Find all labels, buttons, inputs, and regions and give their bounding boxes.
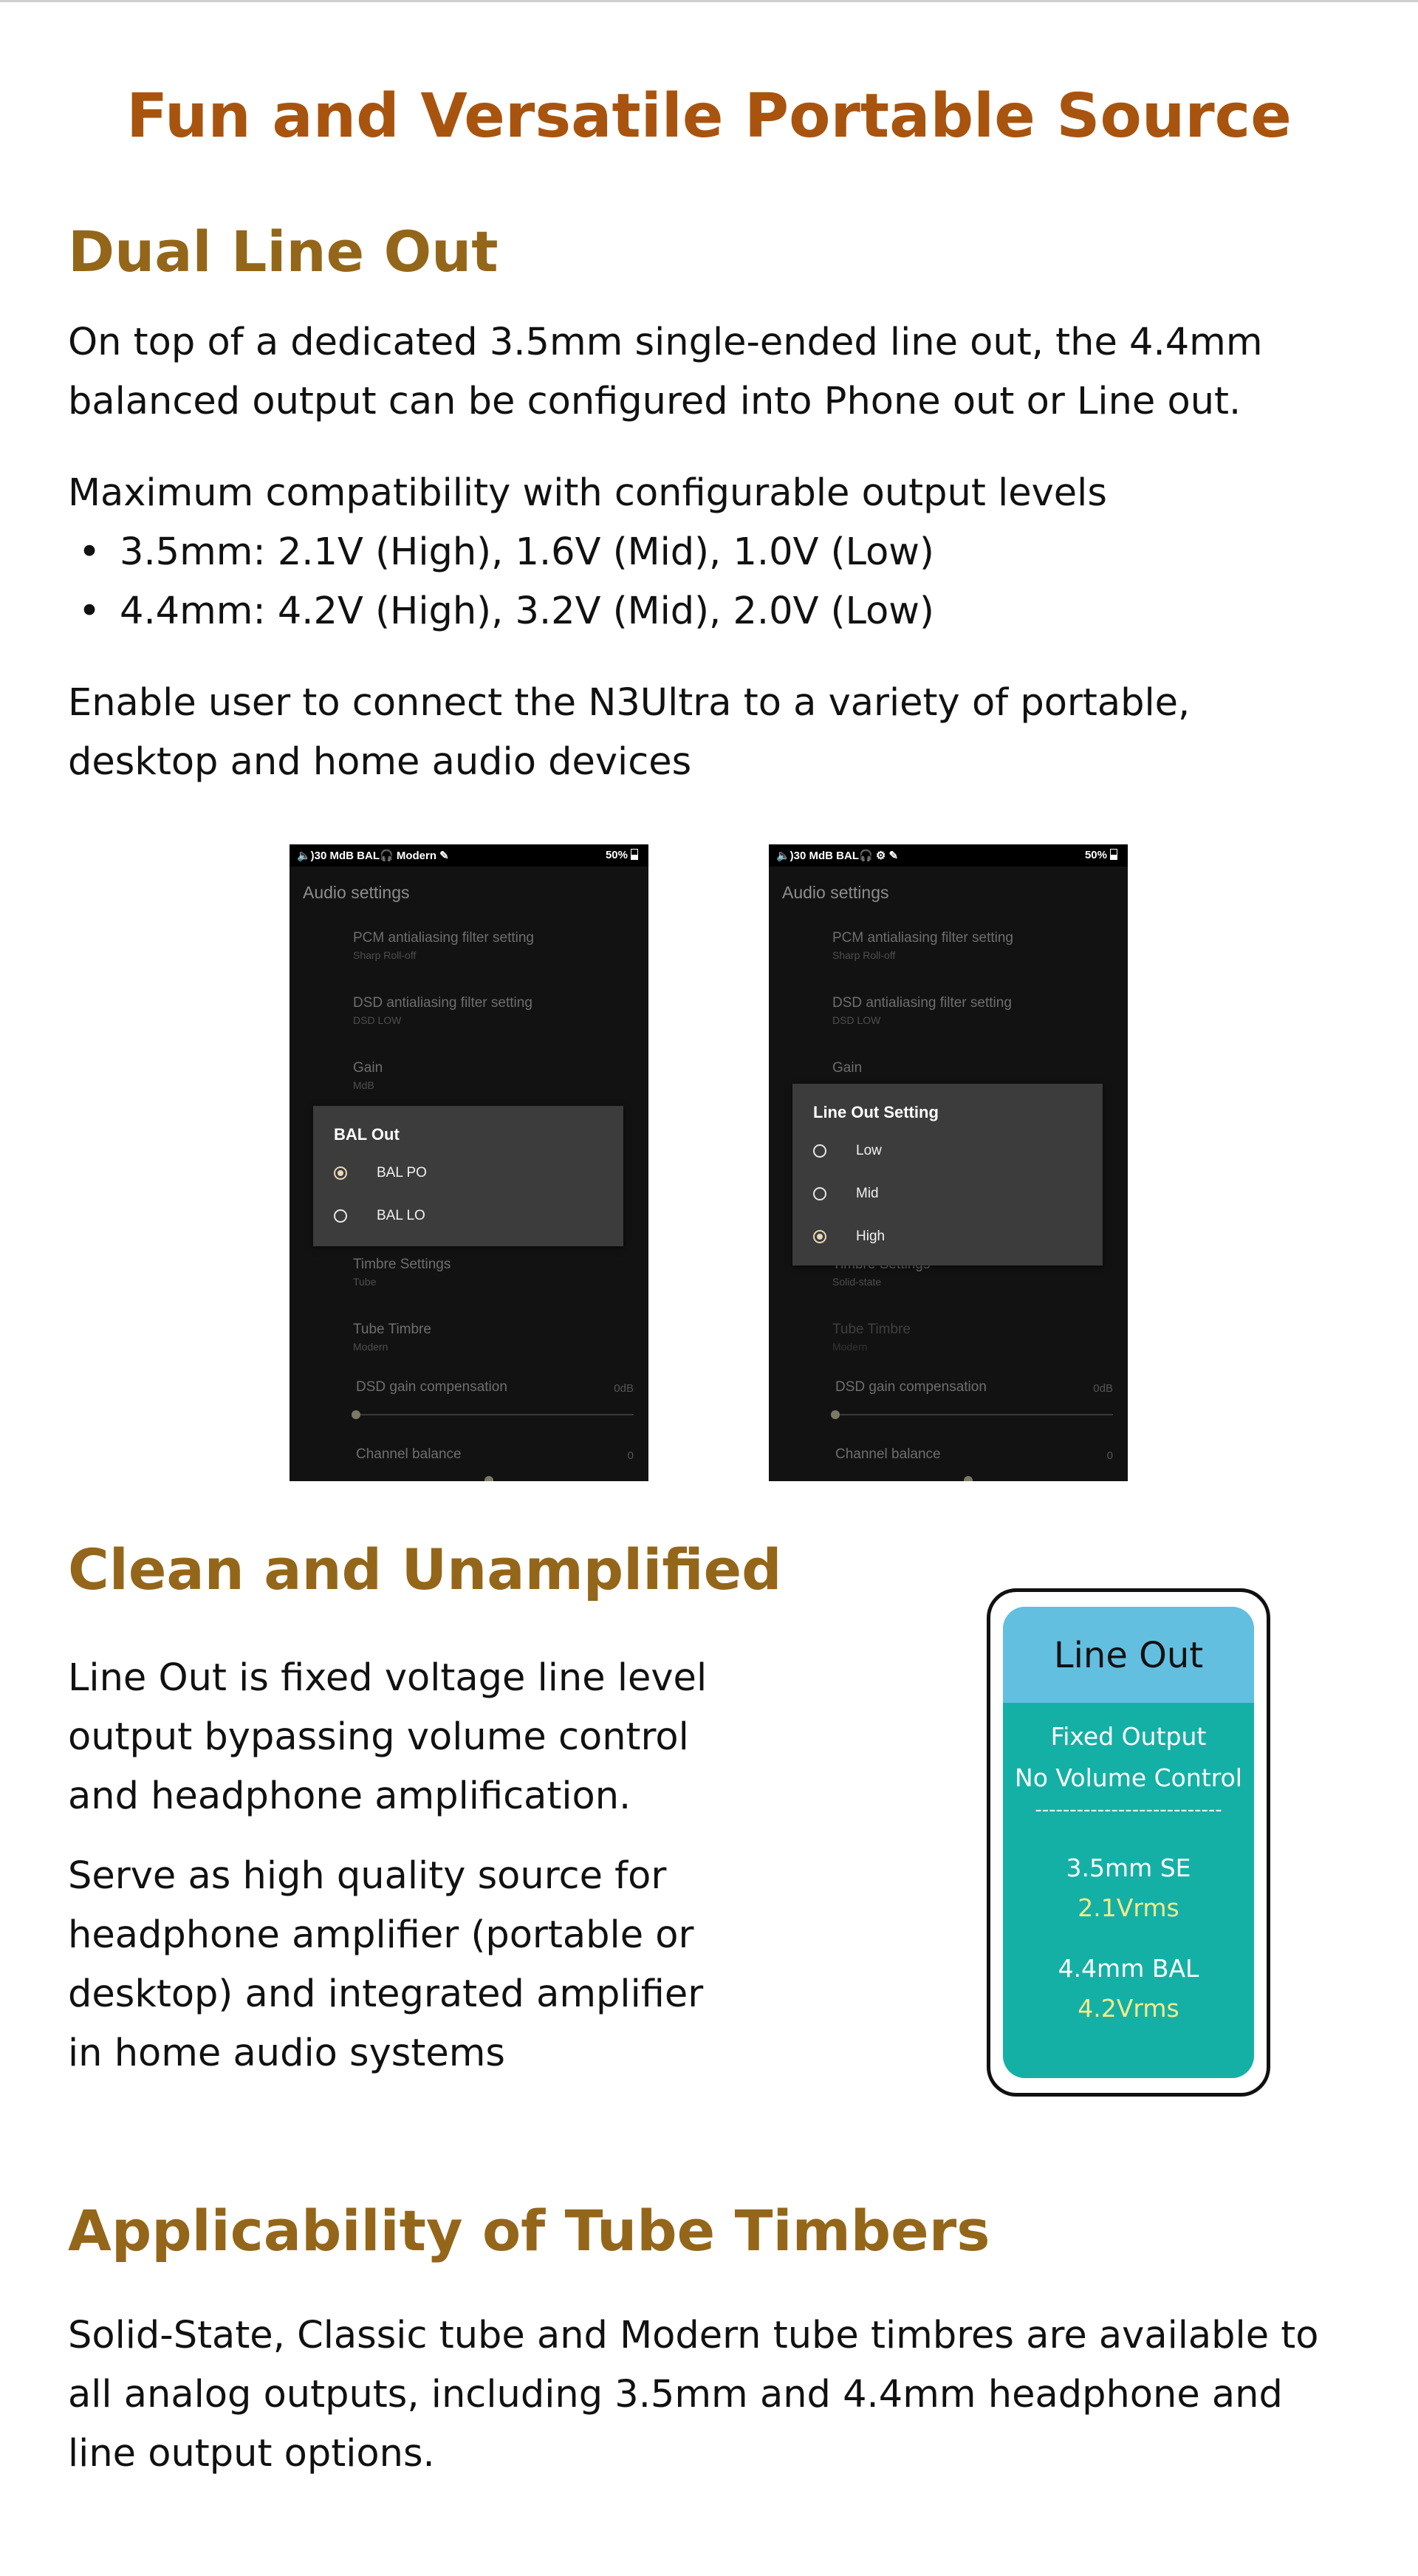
bullet-icon: • bbox=[78, 530, 101, 574]
setting-label: Timbre Settings bbox=[353, 1257, 451, 1272]
option-label: BAL PO bbox=[377, 1165, 427, 1181]
balance-slider-thumb[interactable] bbox=[964, 1476, 973, 1481]
dsd-gain-slider-track[interactable] bbox=[835, 1414, 1113, 1415]
bullet-icon: • bbox=[78, 590, 101, 633]
setting-label: Gain bbox=[832, 1060, 863, 1076]
list-item bbox=[68, 523, 1107, 582]
line-out-card-panel bbox=[1003, 1607, 1254, 2078]
page-title: Fun and Versatile Portable Source bbox=[126, 81, 1292, 151]
setting-value: Solid-state bbox=[832, 1276, 882, 1288]
option-label: BAL LO bbox=[377, 1208, 425, 1223]
text-line: Solid-State, Classic tube and Modern tube timbres are available to bbox=[68, 2314, 1319, 2357]
card-bal-value: 4.2Vrms bbox=[1078, 1994, 1179, 2023]
balance-slider-thumb[interactable] bbox=[484, 1476, 493, 1481]
line-out-card bbox=[987, 1588, 1270, 2097]
radio-unselected-icon bbox=[813, 1144, 826, 1158]
clean-paragraph-2 bbox=[68, 1847, 703, 2083]
setting-label: Channel balance bbox=[356, 1446, 462, 1462]
setting-value: MdB bbox=[353, 1079, 374, 1091]
text-line: Line Out is fixed voltage line level bbox=[68, 1656, 708, 1700]
radio-unselected-icon bbox=[334, 1209, 347, 1223]
text-line: desktop and home audio devices bbox=[68, 740, 692, 784]
status-left: 🔈)30 MdB BAL🎧 Modern ✎ bbox=[297, 850, 449, 862]
channel-balance-value: 0 bbox=[1106, 1449, 1113, 1462]
dual-paragraph-1 bbox=[68, 313, 1263, 431]
text-line: headphone amplifier (portable or bbox=[68, 1913, 694, 1957]
option-label: Low bbox=[856, 1143, 882, 1158]
text-line: desktop) and integrated amplifier bbox=[68, 1972, 704, 2016]
tube-paragraph bbox=[68, 2306, 1319, 2484]
setting-tube-timbre[interactable] bbox=[353, 1322, 431, 1353]
setting-label: PCM antialiasing filter setting bbox=[353, 930, 534, 946]
tube-timbers-heading: Applicability of Tube Timbers bbox=[68, 2198, 990, 2264]
card-se-label: 3.5mm SE bbox=[1066, 1854, 1191, 1882]
clean-unamplified-heading: Clean and Unamplified bbox=[68, 1537, 782, 1602]
battery-status bbox=[606, 849, 638, 861]
setting-value: Modern bbox=[832, 1341, 868, 1353]
setting-value: DSD LOW bbox=[353, 1014, 402, 1026]
setting-label: DSD gain compensation bbox=[356, 1379, 507, 1395]
setting-value: Sharp Roll-off bbox=[832, 949, 896, 961]
list-item-text: 3.5mm: 2.1V (High), 1.6V (Mid), 1.0V (Low) bbox=[120, 530, 934, 574]
card-bal-label: 4.4mm BAL bbox=[1058, 1954, 1199, 1983]
setting-gain[interactable] bbox=[832, 1060, 862, 1076]
setting-value: Sharp Roll-off bbox=[353, 949, 417, 961]
text-line: and headphone amplification. bbox=[68, 1774, 631, 1818]
radio-unselected-icon bbox=[813, 1187, 826, 1200]
text-line: line output options. bbox=[68, 2432, 435, 2476]
status-bar bbox=[290, 844, 648, 867]
setting-label: Tube Timbre bbox=[832, 1322, 911, 1337]
setting-label: Gain bbox=[353, 1060, 383, 1076]
text-line: in home audio systems bbox=[68, 2032, 505, 2075]
list-item bbox=[68, 582, 1107, 641]
list-item-text: 4.4mm: 4.2V (High), 3.2V (Mid), 2.0V (Low) bbox=[120, 590, 934, 633]
radio-selected-icon bbox=[813, 1230, 826, 1243]
dual-paragraph-3 bbox=[68, 674, 1190, 792]
dsd-gain-value: 0dB bbox=[1093, 1382, 1113, 1395]
dsd-gain-slider-thumb[interactable] bbox=[831, 1410, 840, 1419]
text-line: all analog outputs, including 3.5mm and 4.4mm headphone and bbox=[68, 2373, 1283, 2416]
battery-percent: 50% bbox=[1084, 849, 1107, 861]
setting-channel-balance[interactable] bbox=[356, 1446, 462, 1463]
setting-tube-timbre[interactable] bbox=[832, 1322, 911, 1353]
setting-label: PCM antialiasing filter setting bbox=[832, 930, 1013, 946]
status-left: 🔈)30 MdB BAL🎧 ⚙ ✎ bbox=[776, 850, 899, 862]
text-line: balanced output can be configured into Phone out or Line out. bbox=[68, 380, 1241, 423]
setting-label: DSD gain compensation bbox=[835, 1379, 987, 1395]
screen-title: Audio settings bbox=[782, 883, 889, 902]
dialog-title: BAL Out bbox=[334, 1125, 400, 1144]
text-line: output bypassing volume control bbox=[68, 1715, 689, 1759]
card-line-fixed-output: Fixed Output bbox=[1050, 1722, 1207, 1751]
setting-channel-balance[interactable] bbox=[835, 1446, 941, 1463]
line-out-setting-screenshot bbox=[769, 844, 1128, 1481]
bal-out-screenshot bbox=[290, 844, 648, 1481]
status-bar bbox=[769, 844, 1128, 867]
setting-value: DSD LOW bbox=[832, 1014, 881, 1026]
dsd-gain-slider-track[interactable] bbox=[356, 1414, 634, 1415]
dsd-gain-value: 0dB bbox=[614, 1382, 634, 1395]
setting-label: DSD antialiasing filter setting bbox=[353, 995, 532, 1011]
card-line-no-volume: No Volume Control bbox=[1015, 1763, 1242, 1792]
battery-status bbox=[1085, 849, 1117, 861]
text-line: On top of a dedicated 3.5mm single-ended line out, the 4.4mm bbox=[68, 321, 1263, 364]
setting-value: Modern bbox=[353, 1341, 388, 1353]
setting-dsd-filter[interactable] bbox=[832, 995, 1012, 1026]
dialog-title: Line Out Setting bbox=[813, 1103, 939, 1121]
setting-dsd-filter[interactable] bbox=[353, 995, 532, 1026]
setting-pcm-filter[interactable] bbox=[832, 930, 1013, 961]
text-line: Enable user to connect the N3Ultra to a variety of portable, bbox=[68, 681, 1191, 725]
card-se-value: 2.1Vrms bbox=[1078, 1893, 1179, 1922]
battery-icon bbox=[1110, 849, 1117, 860]
dsd-gain-slider-thumb[interactable] bbox=[352, 1410, 360, 1419]
option-label: Mid bbox=[856, 1186, 879, 1201]
screen-title: Audio settings bbox=[303, 883, 410, 902]
option-label: High bbox=[856, 1229, 886, 1244]
setting-label: Channel balance bbox=[835, 1446, 941, 1462]
card-title: Line Out bbox=[1003, 1607, 1254, 1703]
setting-pcm-filter[interactable] bbox=[353, 930, 534, 961]
setting-timbre[interactable] bbox=[353, 1257, 451, 1288]
clean-paragraph-1 bbox=[68, 1649, 707, 1826]
setting-label: Tube Timbre bbox=[353, 1322, 431, 1337]
battery-icon bbox=[631, 849, 638, 860]
channel-balance-value: 0 bbox=[627, 1449, 634, 1462]
bal-out-dialog bbox=[313, 1106, 623, 1246]
setting-dsd-gain[interactable] bbox=[835, 1379, 987, 1395]
dual-paragraph-2 bbox=[68, 464, 1107, 641]
setting-label: DSD antialiasing filter setting bbox=[832, 995, 1012, 1011]
line-out-setting-dialog bbox=[792, 1084, 1103, 1265]
radio-selected-icon bbox=[334, 1166, 347, 1180]
setting-value: Tube bbox=[353, 1276, 377, 1288]
dual-line-out-heading: Dual Line Out bbox=[68, 219, 499, 284]
text-line: Maximum compatibility with configurable output levels bbox=[68, 471, 1107, 515]
top-divider bbox=[0, 0, 1418, 2]
text-line: Serve as high quality source for bbox=[68, 1854, 667, 1898]
card-divider: --------------------------- bbox=[1035, 1799, 1222, 1821]
battery-percent: 50% bbox=[605, 849, 628, 861]
setting-dsd-gain[interactable] bbox=[356, 1379, 507, 1395]
setting-gain[interactable] bbox=[353, 1060, 383, 1091]
